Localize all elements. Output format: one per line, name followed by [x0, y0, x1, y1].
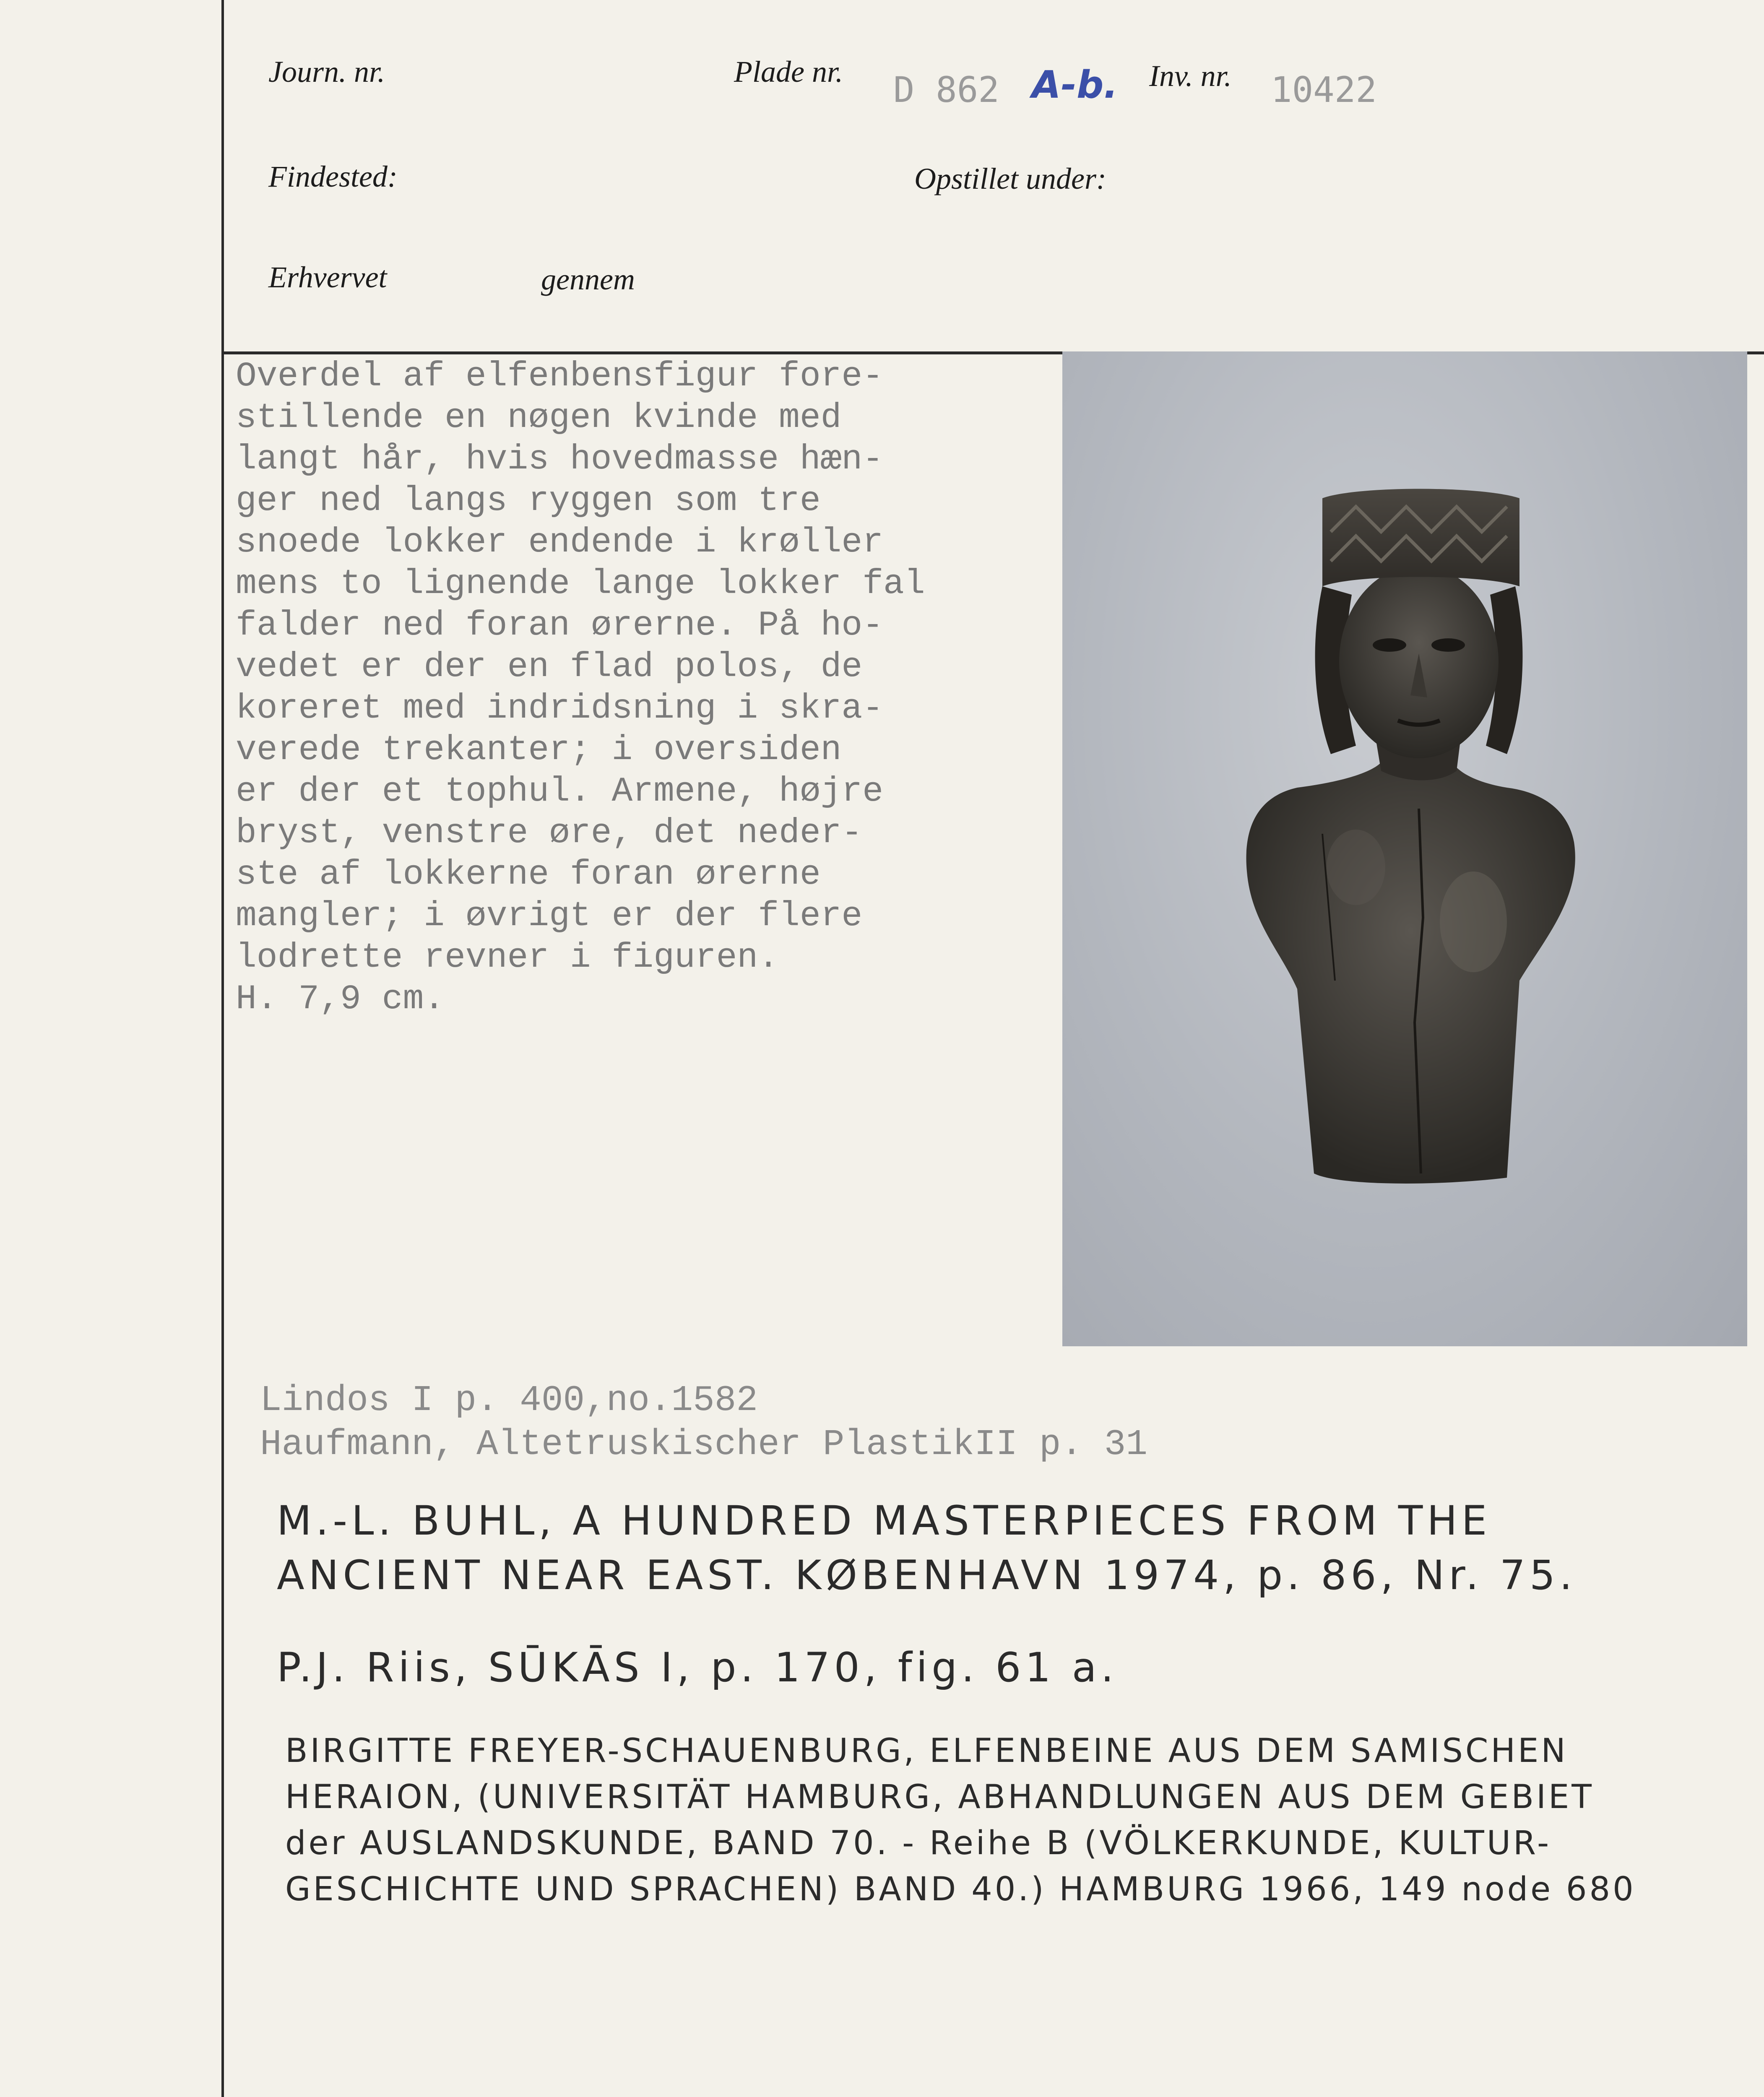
plade-label: Plade nr. — [734, 55, 843, 88]
description-line: koreret med indridsning i skra- — [236, 689, 884, 728]
handwritten-reference-line: GESCHICHTE UND SPRACHEN) BAND 40.) HAMBURG 1966, 149 node 680 — [285, 1871, 1636, 1908]
description-line: snoede lokker endende i krøller — [236, 523, 884, 562]
handwritten-reference-line: BIRGITTE FREYER-SCHAUENBURG, ELFENBEINE AUS DEM SAMISCHEN — [285, 1732, 1568, 1770]
handwritten-reference-line: der AUSLANDSKUNDE, BAND 70. - Reihe B (VÖLKERKUNDE, KULTUR- — [285, 1824, 1552, 1862]
reference-lindos: Lindos I p. 400,no.1582 — [260, 1380, 758, 1421]
plade-value: D 862 — [893, 69, 999, 110]
inv-label: Inv. nr. — [1149, 59, 1232, 93]
description-line: bryst, venstre øre, det neder- — [236, 813, 863, 853]
opstillet-label: Opstillet under: — [914, 162, 1106, 195]
description-line: H. 7,9 cm. — [236, 979, 445, 1019]
margin-rule — [221, 0, 224, 2097]
description-line: langt hår, hvis hovedmasse hæn- — [236, 440, 884, 479]
journ-label: Journ. nr. — [268, 55, 385, 88]
handwritten-reference-line: M.-L. BUHL, A HUNDRED MASTERPIECES FROM THE — [277, 1497, 1491, 1544]
description-line: vedet er der en flad polos, de — [236, 647, 863, 687]
description-line: ger ned langs ryggen som tre — [236, 481, 821, 520]
description-line: falder ned foran ørerne. På ho- — [236, 606, 884, 645]
description-line: Overdel af elfenbensfigur fore- — [236, 356, 884, 396]
description-line: verede trekanter; i oversiden — [236, 730, 842, 770]
description-line: mangler; i øvrigt er der flere — [236, 896, 863, 936]
handwritten-reference-line: HERAION, (UNIVERSITÄT HAMBURG, ABHANDLUNGEN AUS DEM GEBIET — [285, 1778, 1594, 1816]
description-line: stillende en nøgen kvinde med — [236, 398, 842, 437]
reference-haufmann: Haufmann, Altetruskischer PlastikII p. 31 — [260, 1424, 1147, 1465]
figure-photograph — [1062, 351, 1747, 1346]
description-line: ste af lokkerne foran ørerne — [236, 855, 821, 894]
description-line: mens to lignende lange lokker fal — [236, 564, 925, 604]
erhvervet-label: Erhvervet — [268, 260, 387, 294]
inv-value: 10422 — [1271, 69, 1377, 110]
gennem-label: gennem — [541, 263, 635, 296]
ivory-bust-image — [1062, 351, 1747, 1346]
handwritten-reference-line: P.J. Riis, SŪKĀS I, p. 170, fig. 61 a. — [277, 1644, 1118, 1691]
plade-handwritten-value: A-b. — [1032, 63, 1118, 107]
handwritten-reference-line: ANCIENT NEAR EAST. KØBENHAVN 1974, p. 86, Nr. 75. — [277, 1552, 1577, 1599]
findested-label: Findested: — [268, 160, 398, 193]
description-line: er der et tophul. Armene, højre — [236, 772, 884, 811]
description-line: lodrette revner i figuren. — [236, 938, 779, 977]
description-block — [236, 356, 1070, 1020]
